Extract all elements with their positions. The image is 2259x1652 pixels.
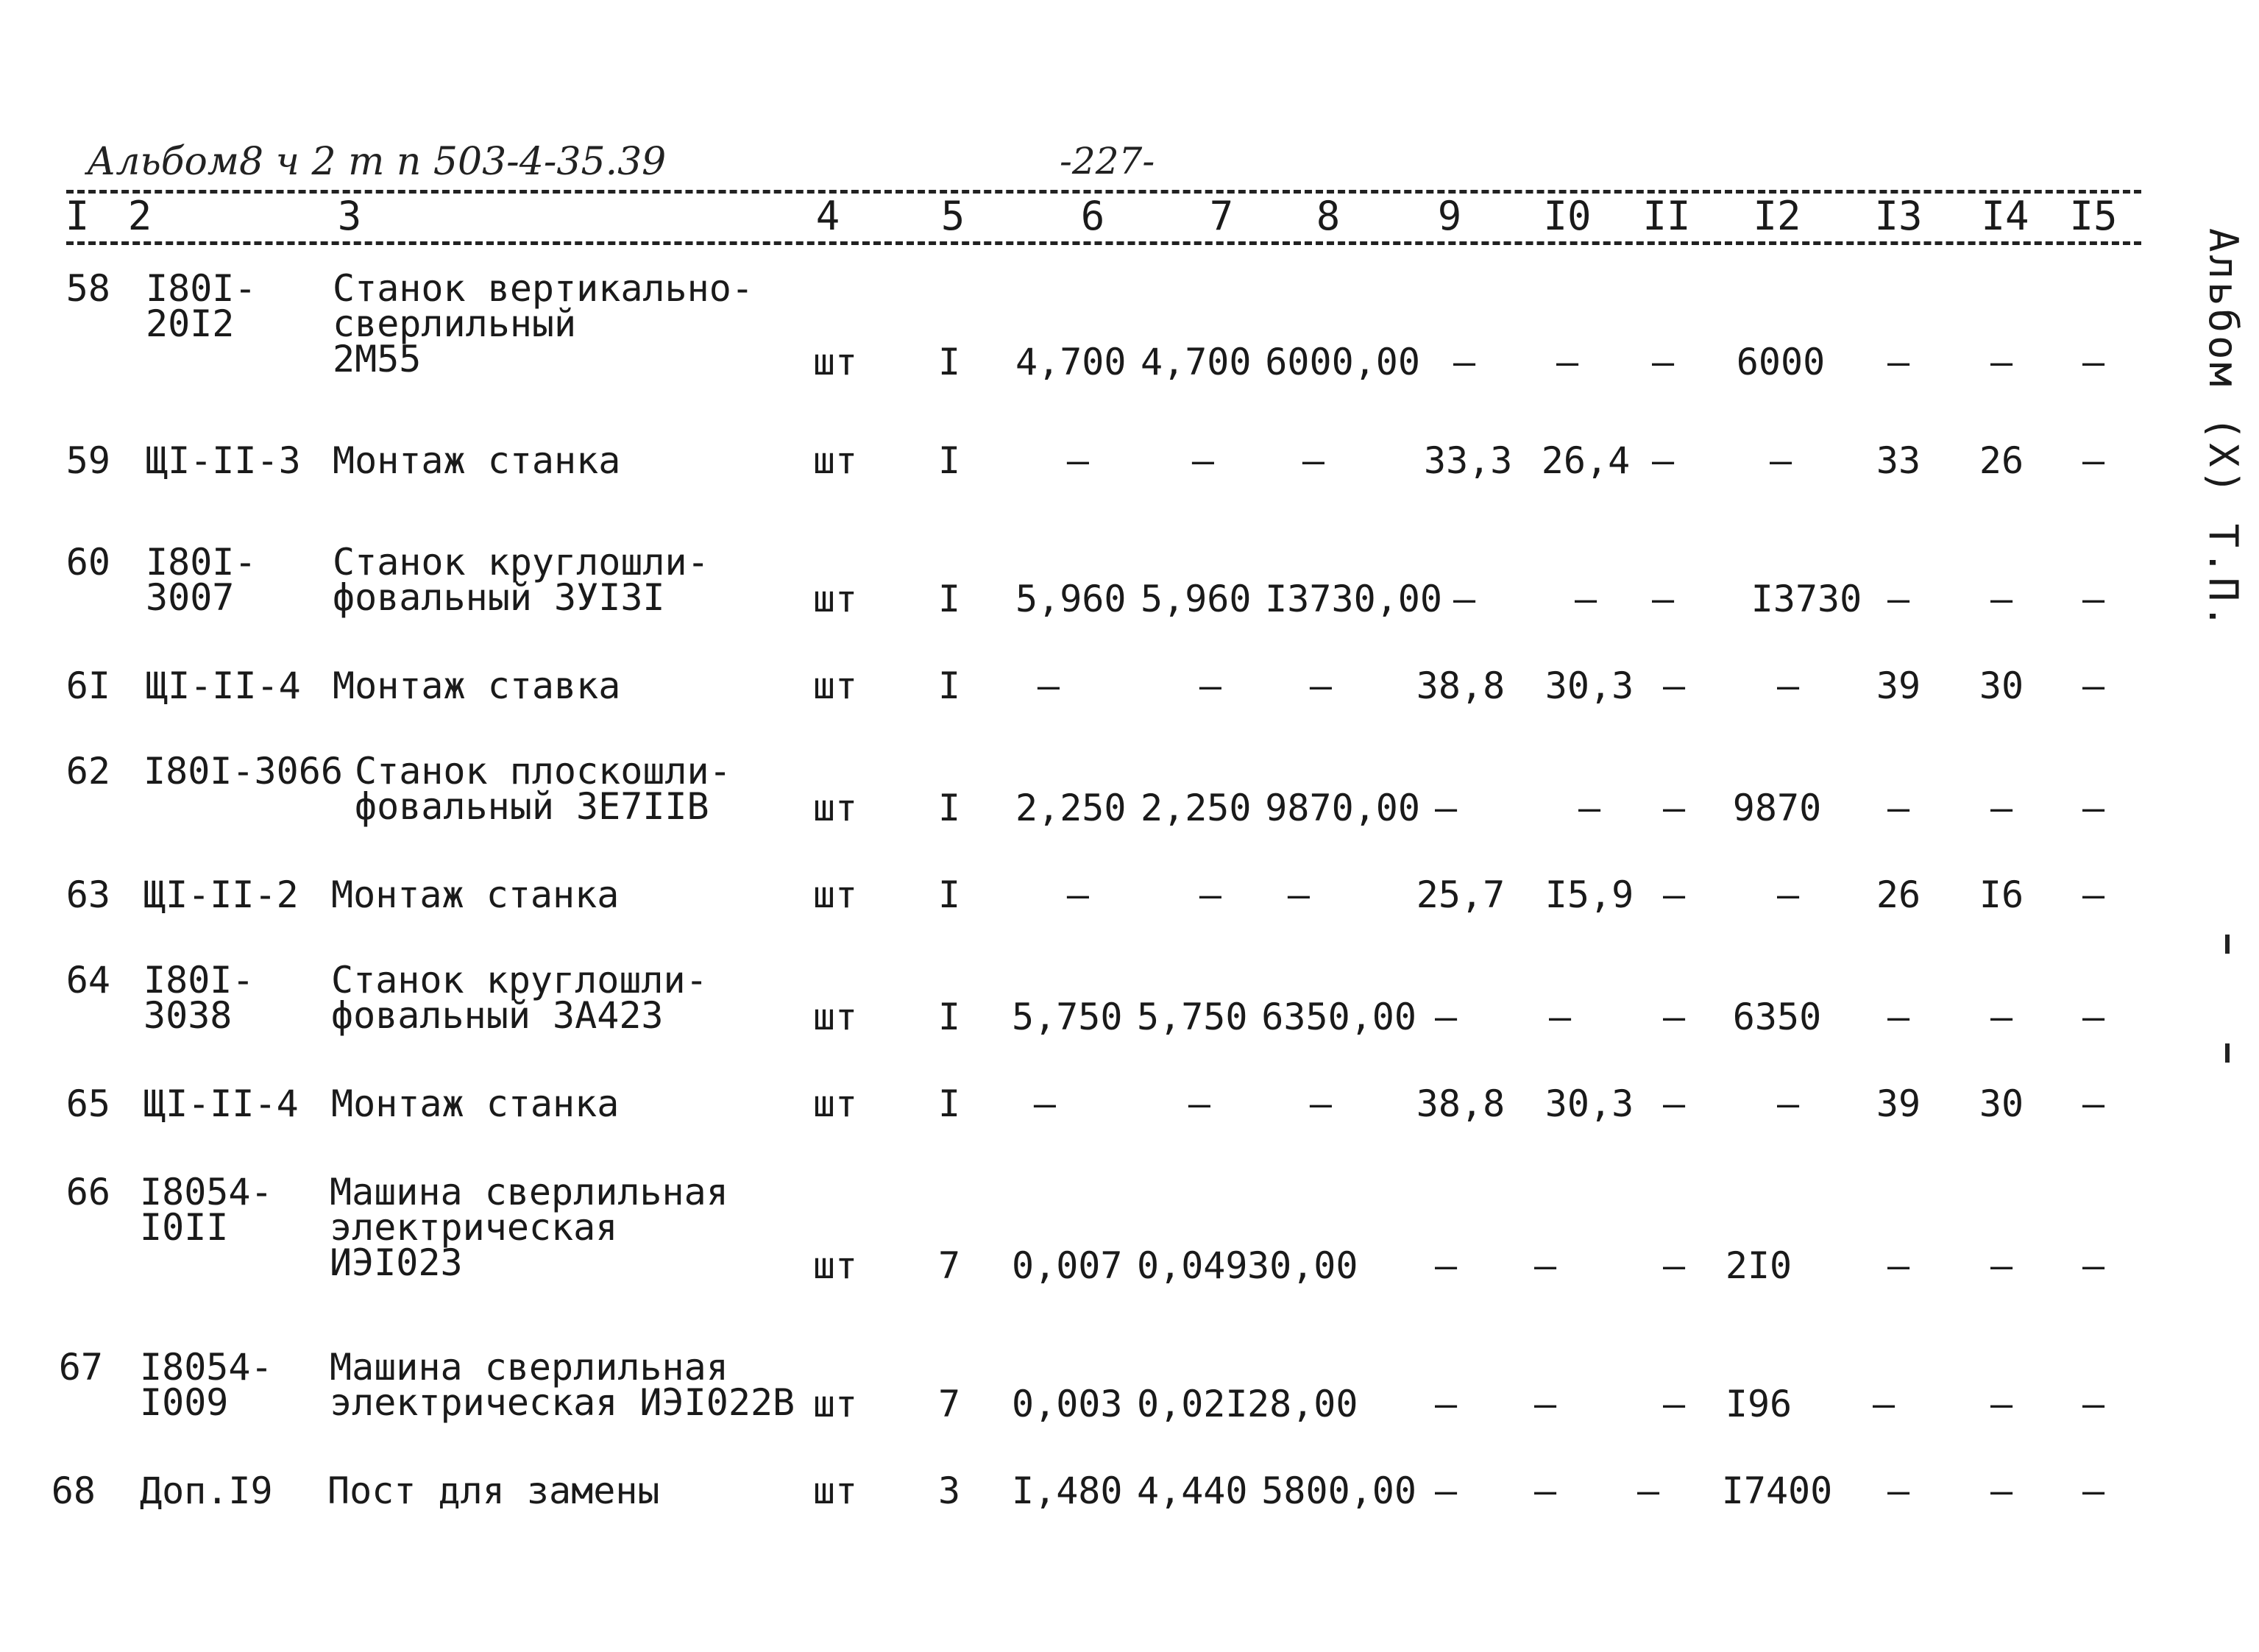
row-c13: 39: [1876, 1082, 1921, 1125]
row-unit: шт: [812, 664, 858, 707]
row-c12: –: [1776, 873, 1800, 916]
row-qty: I: [937, 873, 961, 916]
row-number: 6I: [65, 664, 110, 707]
row-unit: шт: [812, 341, 858, 383]
row-name: Машина сверлильная электрическая ИЭI023: [330, 1171, 728, 1284]
row-c11: –: [1662, 1082, 1686, 1125]
row-c9: –: [1434, 996, 1458, 1038]
row-c8: –: [1287, 873, 1310, 916]
margin-mark: [2225, 935, 2230, 954]
row-c9: 25,7: [1416, 873, 1506, 916]
row-c11: –: [1662, 1244, 1686, 1287]
row-name: Монтаж станка: [333, 439, 621, 482]
row-c15: –: [2082, 439, 2105, 482]
row-c15: –: [2082, 341, 2105, 383]
column-number: 4: [815, 193, 840, 239]
row-code: ЩI-II-4: [146, 664, 301, 707]
row-c8: 9870,00: [1265, 787, 1420, 829]
row-qty: 7: [937, 1383, 961, 1425]
row-c14: –: [1990, 1383, 2013, 1425]
row-c14: I6: [1979, 873, 2024, 916]
row-c11: –: [1662, 1383, 1686, 1425]
album-reference: Альбом8 ч 2 т п 503-4-35.39: [87, 140, 667, 184]
row-c7: 2,250: [1141, 787, 1252, 829]
row-unit: шт: [812, 578, 858, 620]
row-number: 60: [65, 541, 110, 584]
row-c13: 26: [1876, 873, 1921, 916]
row-c12: I96: [1725, 1383, 1792, 1425]
row-c7: –: [1199, 873, 1221, 916]
row-c11: –: [1662, 873, 1686, 916]
row-c14: –: [1990, 1470, 2013, 1512]
row-c10: –: [1574, 578, 1597, 620]
row-c6: 0,003: [1012, 1383, 1123, 1425]
row-c13: 39: [1876, 664, 1921, 707]
row-c14: 30: [1979, 1082, 2024, 1125]
row-c6: 5,960: [1015, 578, 1127, 620]
row-c12: –: [1776, 1082, 1800, 1125]
row-number: 66: [65, 1171, 110, 1213]
row-c8: –: [1302, 439, 1324, 482]
column-number: I4: [1981, 193, 2029, 239]
row-c7: 4,440: [1137, 1470, 1248, 1512]
column-number: I0: [1543, 193, 1592, 239]
row-c11: –: [1651, 578, 1675, 620]
row-c12: 6350: [1732, 996, 1822, 1038]
row-c6: 4,700: [1015, 341, 1127, 383]
row-code: I80I- 3038: [143, 959, 255, 1037]
row-c7: –: [1191, 439, 1214, 482]
row-qty: 3: [937, 1470, 961, 1512]
row-number: 62: [65, 750, 110, 793]
row-c11: –: [1636, 1470, 1660, 1512]
row-c14: –: [1990, 996, 2013, 1038]
row-c14: –: [1990, 341, 2013, 383]
row-name: Станок круглошли- фовальный 3А423: [331, 959, 708, 1037]
row-c8: –: [1309, 1082, 1332, 1125]
row-c11: –: [1662, 996, 1686, 1038]
row-name: Монтаж ставка: [333, 664, 621, 707]
row-c8: I3730,00: [1265, 578, 1442, 620]
row-c15: –: [2082, 1244, 2105, 1287]
row-c10: –: [1533, 1383, 1557, 1425]
row-c12: 9870: [1732, 787, 1822, 829]
row-code: ЩI-II-4: [143, 1082, 299, 1125]
row-c6: 0,007: [1012, 1244, 1123, 1287]
row-c7: 0,02I: [1137, 1383, 1248, 1425]
row-c12: 2I0: [1725, 1244, 1792, 1287]
row-c8: –: [1309, 664, 1332, 707]
row-c6: 5,750: [1012, 996, 1123, 1038]
row-name: Машина сверлильная электрическая ИЭI022В: [330, 1346, 795, 1424]
row-number: 67: [58, 1346, 103, 1389]
row-c6: –: [1033, 1082, 1056, 1125]
row-c6: –: [1066, 873, 1089, 916]
row-code: Доп.I9: [140, 1470, 273, 1512]
row-qty: I: [937, 664, 961, 707]
row-number: 65: [65, 1082, 110, 1125]
row-c12: I3730: [1751, 578, 1862, 620]
column-number: I5: [2069, 193, 2118, 239]
row-code: I80I-3066: [143, 750, 343, 793]
row-c10: I5,9: [1545, 873, 1634, 916]
row-qty: I: [937, 1082, 961, 1125]
row-c7: 5,960: [1141, 578, 1252, 620]
row-c6: –: [1066, 439, 1089, 482]
row-name: Монтаж станка: [331, 873, 620, 916]
row-name: Станок вертикально- сверлильный 2М55: [333, 267, 753, 380]
column-number: 2: [127, 193, 152, 239]
row-unit: шт: [812, 1383, 858, 1425]
row-c15: –: [2082, 787, 2105, 829]
row-unit: шт: [812, 873, 858, 916]
row-c14: 26: [1979, 439, 2024, 482]
row-unit: шт: [812, 1244, 858, 1287]
column-number: 9: [1437, 193, 1462, 239]
column-number: 8: [1316, 193, 1341, 239]
row-c7: 4,700: [1141, 341, 1252, 383]
row-c9: –: [1434, 787, 1458, 829]
row-c6: I,480: [1012, 1470, 1123, 1512]
column-number: II: [1642, 193, 1691, 239]
row-c13: –: [1887, 1470, 1910, 1512]
row-code: ЩI-II-3: [146, 439, 301, 482]
row-code: I80I- 3007: [146, 541, 257, 619]
row-c12: –: [1769, 439, 1792, 482]
row-c15: –: [2082, 578, 2105, 620]
row-number: 68: [51, 1470, 96, 1512]
row-c7: 5,750: [1137, 996, 1248, 1038]
row-c14: 30: [1979, 664, 2024, 707]
row-qty: I: [937, 578, 961, 620]
row-c15: –: [2082, 1383, 2105, 1425]
row-name: Станок круглошли- фовальный 3УI3I: [333, 541, 709, 619]
margin-mark: [2225, 1043, 2230, 1063]
row-c10: 26,4: [1541, 439, 1631, 482]
page-number: -227-: [1060, 140, 1155, 182]
row-code: I80I- 20I2: [146, 267, 257, 345]
row-c13: –: [1887, 578, 1910, 620]
row-c10: –: [1533, 1244, 1557, 1287]
row-c11: –: [1651, 341, 1675, 383]
row-c9: 38,8: [1416, 1082, 1506, 1125]
row-c10: –: [1578, 787, 1601, 829]
row-c9: 33,3: [1424, 439, 1513, 482]
row-c12: 6000: [1736, 341, 1826, 383]
row-c10: –: [1548, 996, 1572, 1038]
row-qty: I: [937, 341, 961, 383]
row-c11: –: [1662, 787, 1686, 829]
row-c9: –: [1453, 341, 1476, 383]
row-c11: –: [1662, 664, 1686, 707]
row-c15: –: [2082, 1082, 2105, 1125]
column-number: I3: [1874, 193, 1923, 239]
row-c12: –: [1776, 664, 1800, 707]
row-c9: –: [1434, 1244, 1458, 1287]
row-number: 64: [65, 959, 110, 1002]
row-c13: –: [1872, 1383, 1895, 1425]
column-number: 7: [1209, 193, 1234, 239]
header-rule-bottom: [66, 241, 2141, 245]
row-unit: шт: [812, 439, 858, 482]
row-number: 63: [65, 873, 110, 916]
row-number: 59: [65, 439, 110, 482]
row-code: I8054- I009: [140, 1346, 273, 1424]
row-c13: –: [1887, 1244, 1910, 1287]
row-c7: 0,049: [1137, 1244, 1248, 1287]
row-c8: 5800,00: [1261, 1470, 1416, 1512]
row-code: ЩI-II-2: [143, 873, 299, 916]
row-c9: –: [1434, 1470, 1458, 1512]
row-c13: –: [1887, 996, 1910, 1038]
column-number: 3: [337, 193, 362, 239]
column-number: 5: [940, 193, 965, 239]
column-number: I2: [1753, 193, 1801, 239]
row-c15: –: [2082, 1470, 2105, 1512]
row-qty: I: [937, 439, 961, 482]
row-c9: 38,8: [1416, 664, 1506, 707]
row-c15: –: [2082, 996, 2105, 1038]
row-c10: –: [1533, 1470, 1557, 1512]
column-number: 6: [1080, 193, 1105, 239]
row-c13: –: [1887, 341, 1910, 383]
row-c6: –: [1037, 664, 1060, 707]
row-qty: I: [937, 996, 961, 1038]
row-c8: 6000,00: [1265, 341, 1420, 383]
row-name: Станок плоскошли- фовальный 3Е7IIВ: [355, 750, 731, 828]
row-qty: 7: [937, 1244, 961, 1287]
row-c15: –: [2082, 664, 2105, 707]
row-unit: шт: [812, 787, 858, 829]
row-c14: –: [1990, 1244, 2013, 1287]
row-c9: –: [1453, 578, 1476, 620]
row-c15: –: [2082, 873, 2105, 916]
row-unit: шт: [812, 1082, 858, 1125]
row-c8: 30,00: [1247, 1244, 1358, 1287]
row-c12: I7400: [1721, 1470, 1833, 1512]
row-c10: 30,3: [1545, 664, 1634, 707]
row-c6: 2,250: [1015, 787, 1127, 829]
row-c7: –: [1188, 1082, 1210, 1125]
row-c10: 30,3: [1545, 1082, 1634, 1125]
row-c11: –: [1651, 439, 1675, 482]
row-c7: –: [1199, 664, 1221, 707]
row-c14: –: [1990, 787, 2013, 829]
row-code: I8054- I0II: [140, 1171, 273, 1249]
row-c14: –: [1990, 578, 2013, 620]
row-qty: I: [937, 787, 961, 829]
row-name: Пост для замены: [327, 1470, 660, 1512]
column-number: I: [65, 193, 90, 239]
row-unit: шт: [812, 996, 858, 1038]
row-c8: 28,00: [1247, 1383, 1358, 1425]
row-c8: 6350,00: [1261, 996, 1416, 1038]
row-number: 58: [65, 267, 110, 310]
side-label: Альбом (Х) Т.П.: [2200, 228, 2246, 631]
row-name: Монтаж станка: [331, 1082, 620, 1125]
row-c13: 33: [1876, 439, 1921, 482]
row-c13: –: [1887, 787, 1910, 829]
row-c9: –: [1434, 1383, 1458, 1425]
row-c10: –: [1556, 341, 1579, 383]
row-unit: шт: [812, 1470, 858, 1512]
